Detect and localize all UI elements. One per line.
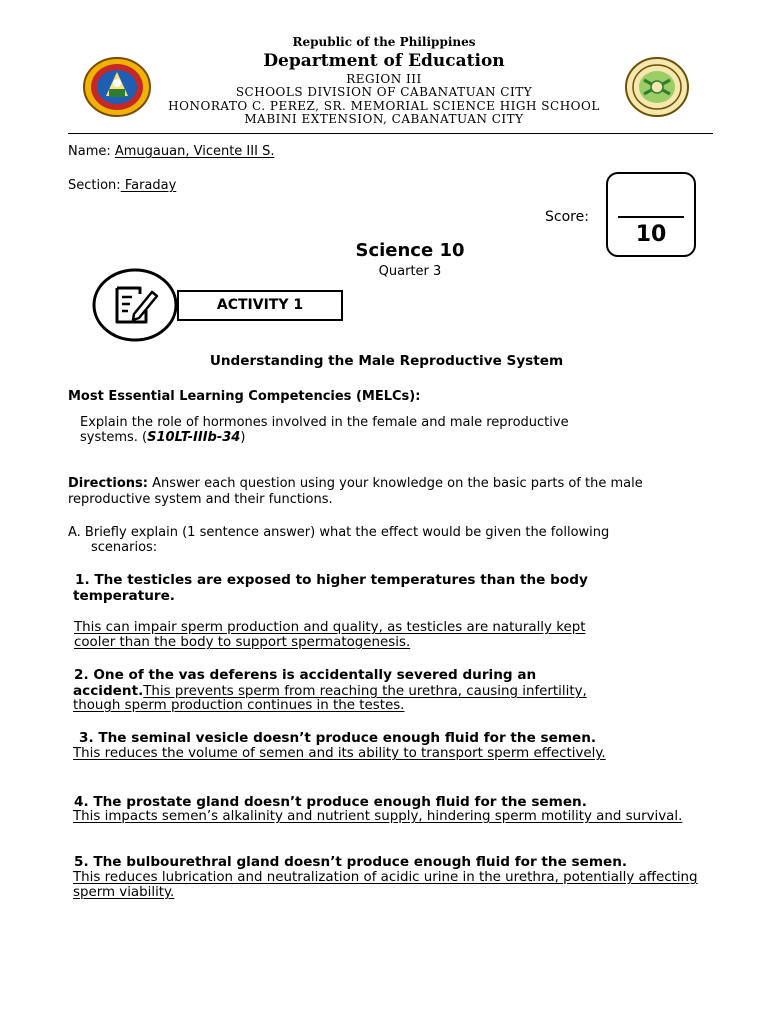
answer-1-line1: This can impair sperm production and quality, as testicles are naturally kept	[74, 620, 586, 635]
directions-label: Directions:	[68, 476, 148, 491]
department-title: Department of Education	[263, 51, 505, 71]
edit-document-icon	[92, 268, 178, 342]
section-row	[68, 178, 176, 193]
part-a-line2: scenarios:	[91, 540, 158, 555]
melcs-line2-suffix: )	[240, 430, 246, 445]
score-line	[618, 216, 684, 218]
header-divider	[68, 133, 713, 134]
section-value: Faraday	[120, 178, 177, 193]
activity-label: ACTIVITY 1	[177, 290, 343, 321]
directions-text1: Answer each question using your knowledge on the basic parts of the male	[147, 476, 643, 491]
region-text: REGION III	[346, 72, 422, 86]
question-4-line1: 4. The prostate gland doesn’t produce enough fluid for the semen.	[74, 794, 587, 810]
section-label: Section:	[68, 178, 121, 193]
subject-title: Science 10	[355, 240, 465, 261]
answer-2-line1: This prevents sperm from reaching the urethra, causing infertility,	[143, 684, 587, 699]
question-1-line1: 1. The testicles are exposed to higher temperatures than the body	[75, 572, 588, 588]
part-a-line1: A. Briefly explain (1 sentence answer) what the effect would be given the following	[68, 525, 610, 540]
answer-3-line1: This reduces the volume of semen and its ability to transport sperm effectively.	[73, 746, 606, 761]
melcs-code: S10LT-IIIb-34	[147, 430, 241, 445]
melcs-heading: Most Essential Learning Competencies (MELCs):	[68, 389, 421, 404]
division-text: SCHOOLS DIVISION OF CABANATUAN CITY	[235, 85, 533, 99]
question-5-line1: 5. The bulbourethral gland doesn’t produce enough fluid for the semen.	[74, 854, 628, 870]
answer-2-line2: though sperm production continues in the testes.	[73, 698, 405, 713]
question-1-line2: temperature.	[73, 588, 175, 604]
question-2-line1: 2. One of the vas deferens is accidentally severed during an	[74, 667, 537, 683]
name-row	[68, 144, 274, 159]
score-label: Score:	[545, 209, 589, 225]
answer-4-line1: This impacts semen’s alkalinity and nutrient supply, hindering sperm motility and survival.	[73, 809, 683, 824]
melcs-line1: Explain the role of hormones involved in the female and male reproductive	[80, 415, 569, 430]
answer-5-line2: sperm viability.	[73, 885, 175, 900]
score-total: 10	[635, 222, 667, 247]
division-seal-logo	[82, 56, 152, 118]
directions-line1	[68, 476, 643, 491]
address-text: MABINI EXTENSION, CABANATUAN CITY	[244, 112, 524, 126]
name-label: Name:	[68, 144, 111, 159]
melcs-line2-prefix: systems. (	[80, 430, 148, 445]
question-3-line1: 3. The seminal vesicle doesn’t produce enough fluid for the semen.	[79, 730, 597, 746]
melcs-line2	[80, 430, 245, 445]
directions-line2: reproductive system and their functions.	[68, 492, 333, 507]
topic-title: Understanding the Male Reproductive System	[209, 353, 564, 369]
answer-5-line1: This reduces lubrication and neutralization of acidic urine in the urethra, potentially affecting	[73, 870, 698, 885]
answer-1-line2: cooler than the body to support spermatogenesis.	[74, 635, 411, 650]
school-text: HONORATO C. PEREZ, SR. MEMORIAL SCIENCE HIGH SCHOOL	[168, 99, 600, 113]
question-2-line2-text: accident.	[73, 683, 144, 699]
quarter-text: Quarter 3	[378, 264, 442, 279]
name-value: Amugauan, Vicente III S.	[114, 144, 275, 159]
republic-text: Republic of the Philippines	[292, 35, 476, 49]
school-seal-logo	[624, 56, 690, 118]
